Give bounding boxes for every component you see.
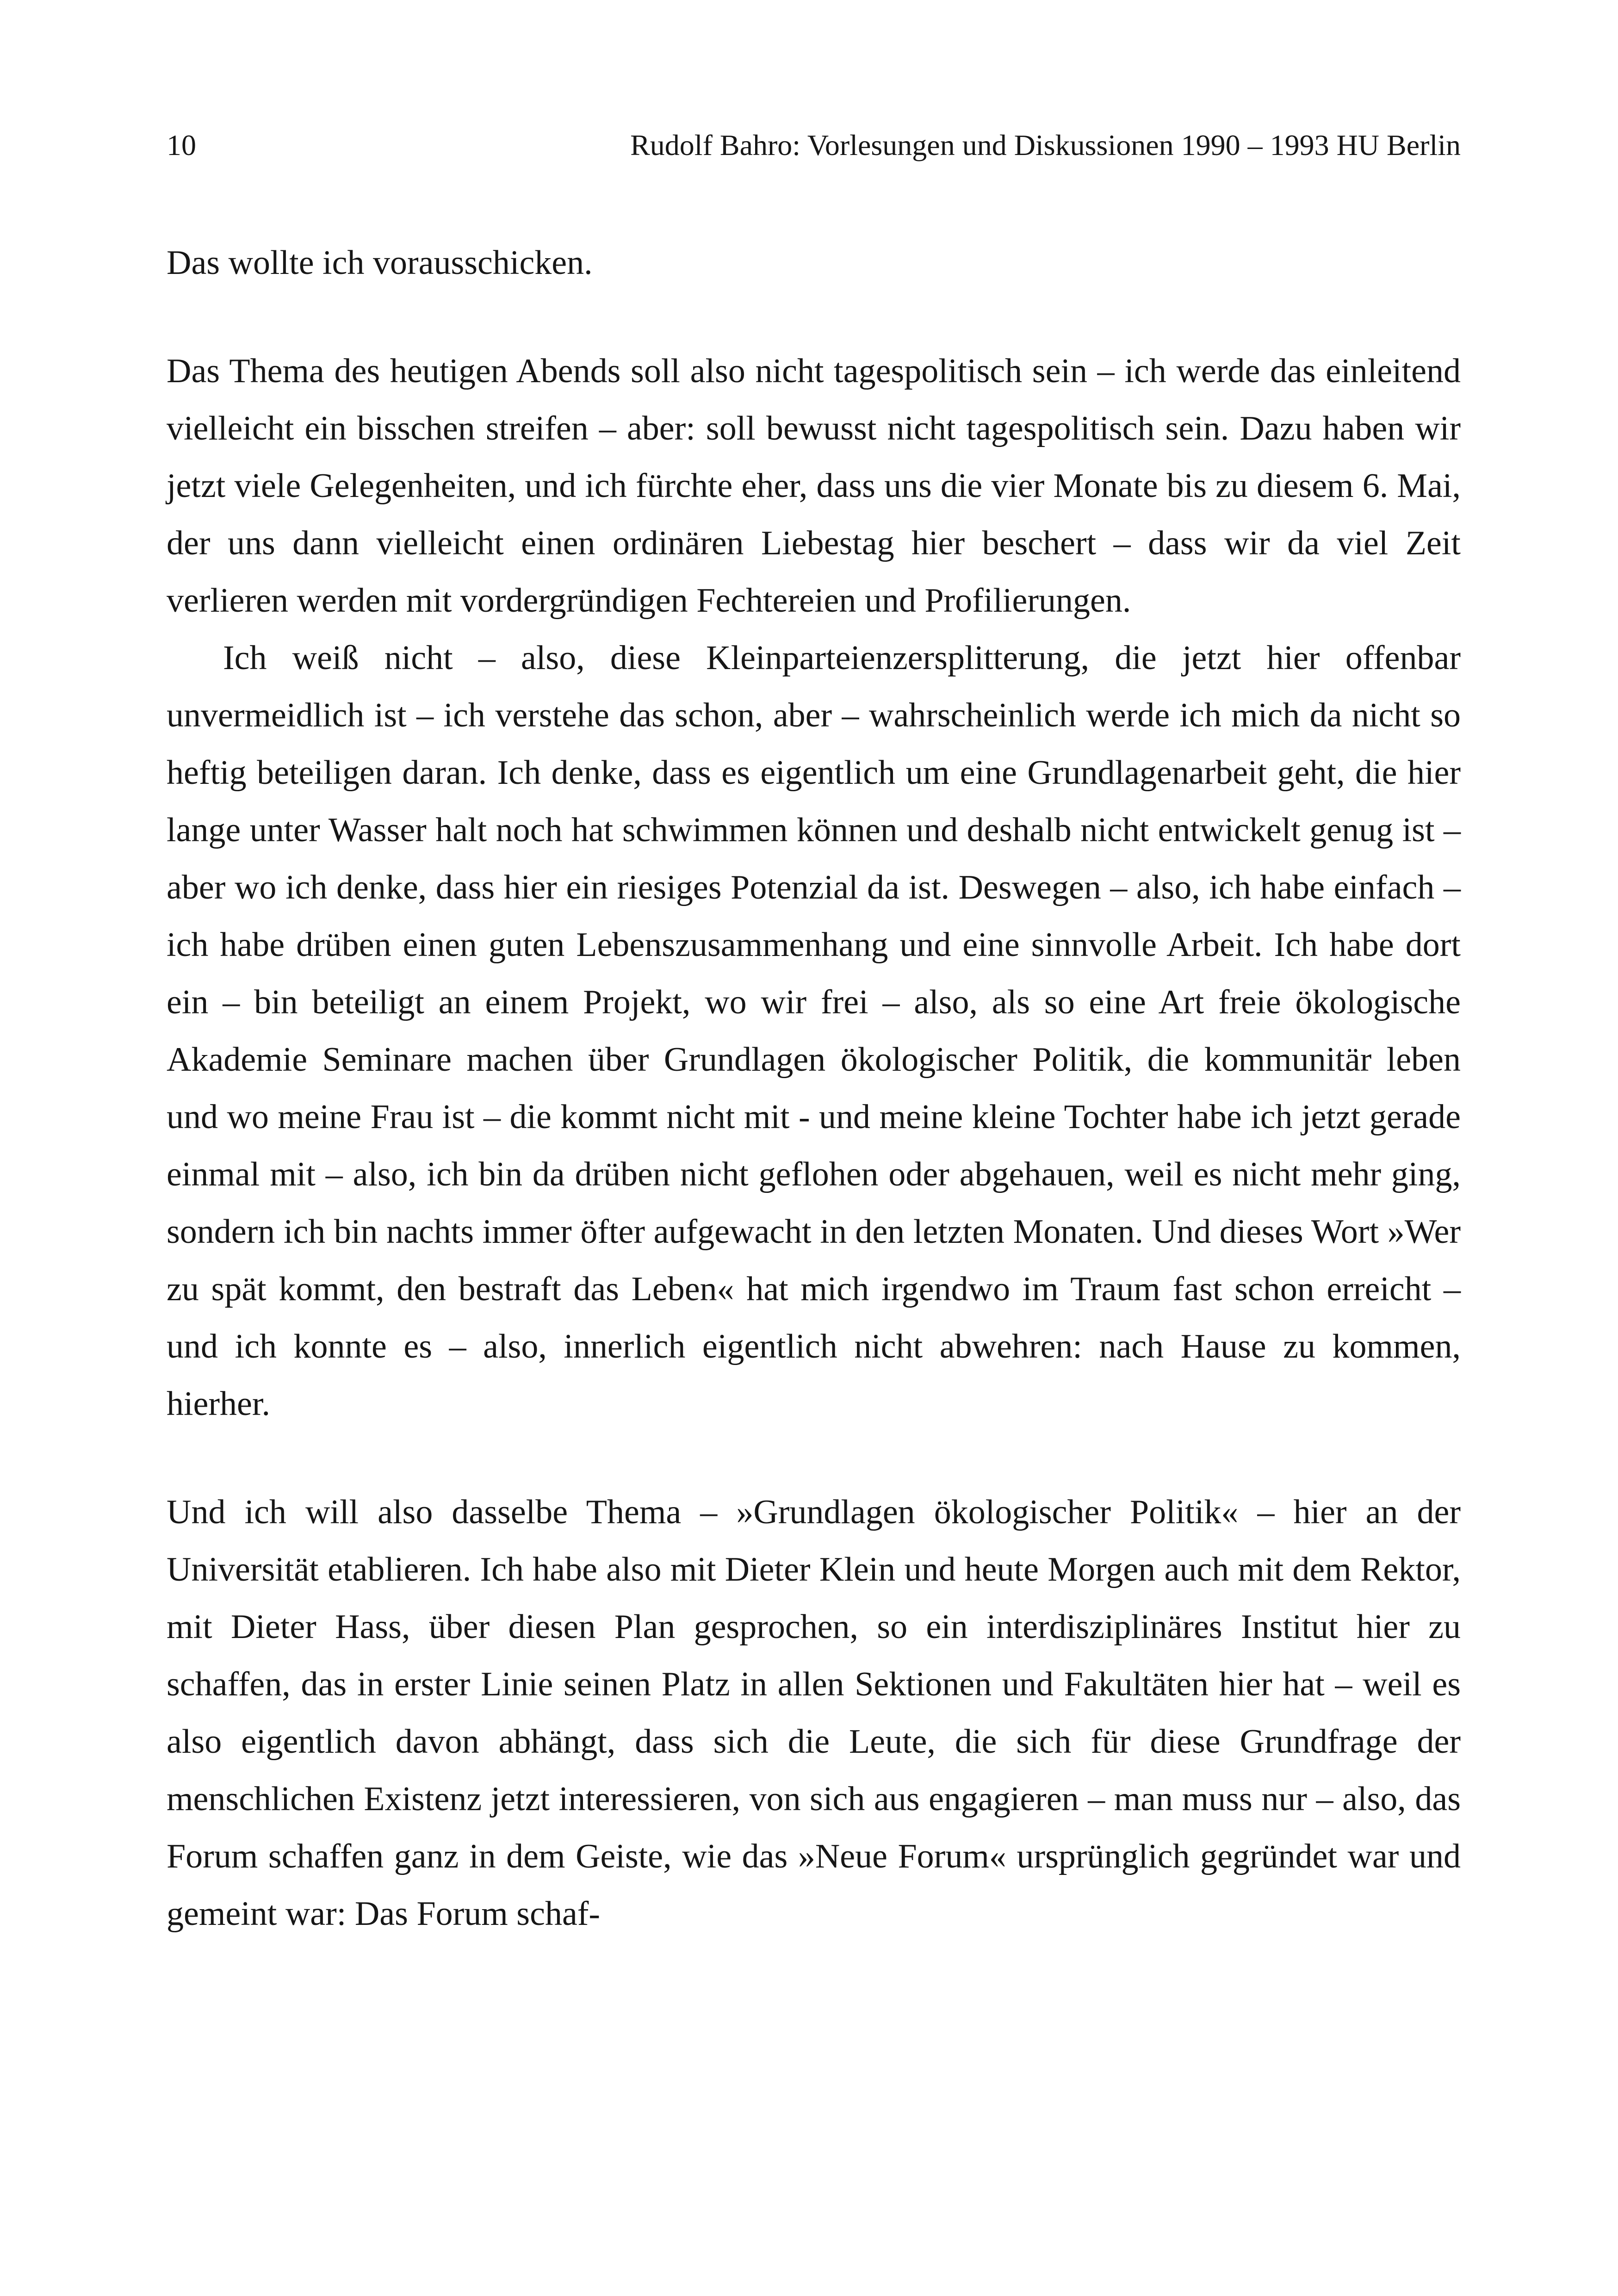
running-title: Rudolf Bahro: Vorlesungen und Diskussionen 1990 – 1993 HU Berlin: [630, 129, 1461, 161]
page-header: [167, 126, 1461, 165]
page-number: 10: [167, 129, 196, 161]
paragraph-universitaet: Und ich will also dasselbe Thema – »Grundlagen ökologischer Politik« – hier an der Universität etablieren. Ich habe also mit Dieter Klein und heute Morgen auch mit dem Rektor, mit Dieter Hass, über diesen Plan gesprochen, so ein interdisziplinäres Institut hier zu schaffen, das in erster Linie seinen Platz in allen Sektionen und Fakultäten hier hat – weil es also eigentlich davon abhängt, dass sich die Leute, die sich für diese Grundfrage der menschlichen Existenz jetzt interessieren, von sich aus engagieren – man muss nur – also, das Forum schaffen ganz in dem Geiste, wie das »Neue Forum« ursprünglich gegründet war und gemeint war: Das Forum schaf-: [167, 1493, 1461, 1933]
page-body: [167, 234, 1461, 1942]
paragraph-intro: Das wollte ich vorausschicken.: [167, 244, 593, 282]
paragraph-thema: Das Thema des heutigen Abends soll also nicht tagespolitisch sein – ich werde das einleitend vielleicht ein bisschen streifen – aber: soll bewusst nicht tagespolitisch sein. Dazu haben wir jetzt viele Gelegenheiten, und ich fürchte eher, dass uns die vier Monate bis zu diesem 6. Mai, der uns dann vielleicht einen ordinären Liebestag hier beschert – dass wir da viel Zeit verlieren werden mit vordergründigen Fechtereien und Profilierungen.: [167, 352, 1461, 620]
paragraph-kleinparteien: Ich weiß nicht – also, diese Kleinparteienzersplitterung, die jetzt hier offenbar unvermeidlich ist – ich verstehe das schon, aber – wahrscheinlich werde ich mich da nicht so heftig beteiligen daran. Ich denke, dass es eigentlich um eine Grundlagenarbeit geht, die hier lange unter Wasser halt noch hat schwimmen können und deshalb nicht entwickelt genug ist – aber wo ich denke, dass hier ein riesiges Potenzial da ist. Deswegen – also, ich habe einfach – ich habe drüben einen guten Lebenszusammenhang und eine sinnvolle Arbeit. Ich habe dort ein – bin beteiligt an einem Projekt, wo wir frei – also, als so eine Art freie ökologische Akademie Seminare machen über Grundlagen ökologischer Politik, die kommunitär leben und wo meine Frau ist – die kommt nicht mit - und meine kleine Tochter habe ich jetzt gerade einmal mit – also, ich bin da drüben nicht geflohen oder abgehauen, weil es nicht mehr ging, sondern ich bin nachts immer öfter aufgewacht in den letzten Monaten. Und dieses Wort »Wer zu spät kommt, den bestraft das Leben« hat mich irgendwo im Traum fast schon erreicht – und ich konnte es – also, innerlich eigentlich nicht abwehren: nach Hause zu kommen, hierher.: [167, 639, 1461, 1423]
